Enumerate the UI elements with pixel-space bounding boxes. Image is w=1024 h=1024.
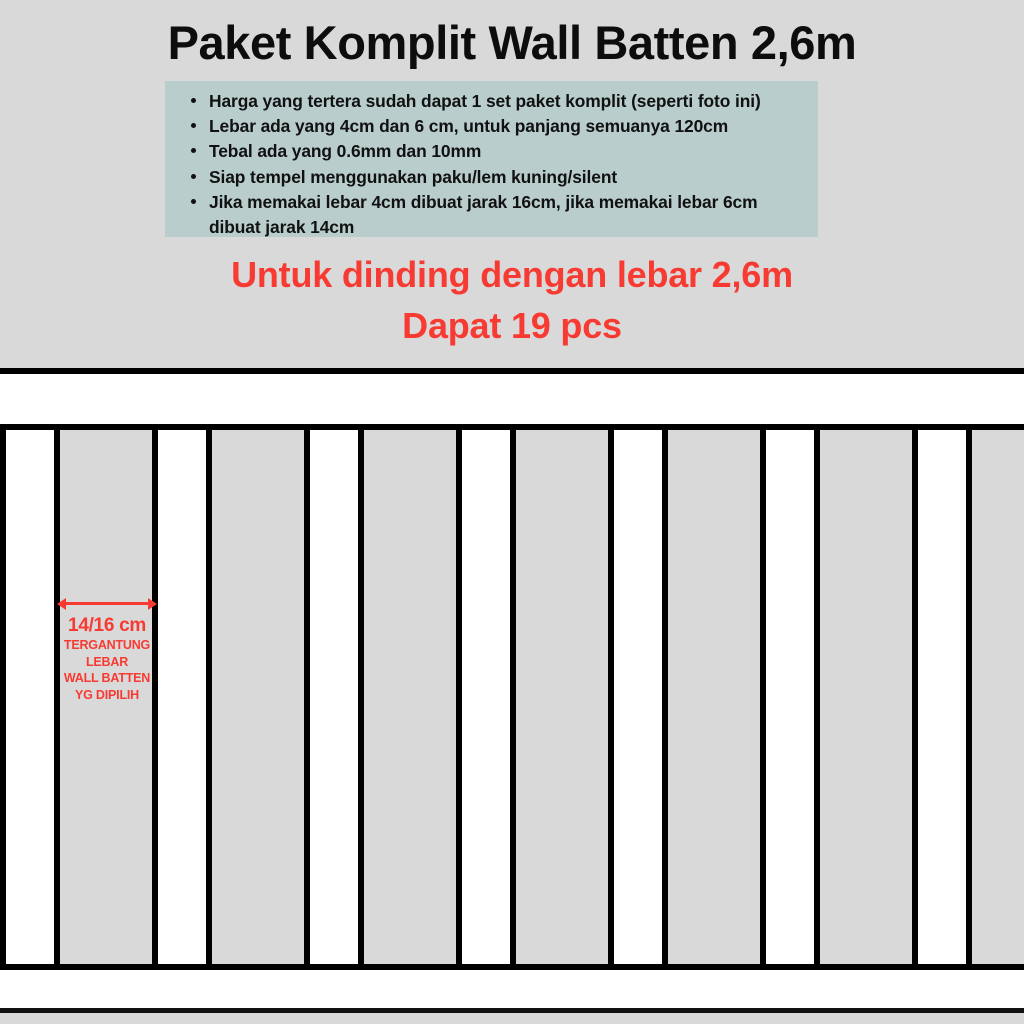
batten-strip [304, 430, 364, 964]
measurement-note-line-3: WALL BATTEN [63, 671, 151, 685]
list-item-label: Jika memakai lebar 4cm dibuat jarak 16cm, jika memakai lebar 6cm dibuat jarak 14cm [209, 191, 758, 238]
list-item [187, 114, 806, 139]
list-item-label: Tebal ada yang 0.6mm dan 10mm [209, 141, 482, 162]
list-item [187, 190, 806, 240]
callout-line-2: Dapat 19 pcs [402, 305, 622, 346]
list-item-label: Lebar ada yang 4cm dan 6 cm, untuk panjang semuanya 120cm [209, 116, 729, 137]
bullet-icon [191, 148, 196, 153]
spec-list [187, 89, 806, 240]
bullet-icon [191, 174, 196, 179]
batten-strip [760, 430, 820, 964]
page-title: Paket Komplit Wall Batten 2,6m [167, 16, 857, 69]
list-item [187, 89, 806, 114]
measurement-note-line-2: LEBAR [85, 654, 129, 669]
header-divider-rule [0, 368, 1024, 374]
measurement-note-line-1: TERGANTUNG [63, 638, 151, 652]
wall-batten-diagram [0, 424, 1024, 970]
bullet-icon [191, 199, 196, 204]
list-item-label: Harga yang tertera sudah dapat 1 set paket komplit (seperti foto ini) [209, 91, 761, 111]
batten-strip [0, 430, 60, 964]
batten-strip [912, 430, 972, 964]
list-item [187, 165, 806, 190]
batten-strip [608, 430, 668, 964]
callout-line-1: Untuk dinding dengan lebar 2,6m [231, 254, 793, 295]
red-callout [0, 249, 1024, 351]
bullet-icon [191, 98, 196, 103]
measurement-note-line-4: YG DIPILIH [75, 687, 139, 702]
measurement-value-label: 14/16 cm [68, 615, 146, 636]
batten-strip [456, 430, 516, 964]
spec-box [165, 81, 818, 237]
header-panel [0, 0, 1024, 370]
list-item [187, 139, 806, 164]
bottom-strip [0, 1013, 1024, 1024]
bullet-icon [191, 123, 196, 128]
list-item-label: Siap tempel menggunakan paku/lem kuning/silent [209, 166, 618, 187]
batten-strip [152, 430, 212, 964]
